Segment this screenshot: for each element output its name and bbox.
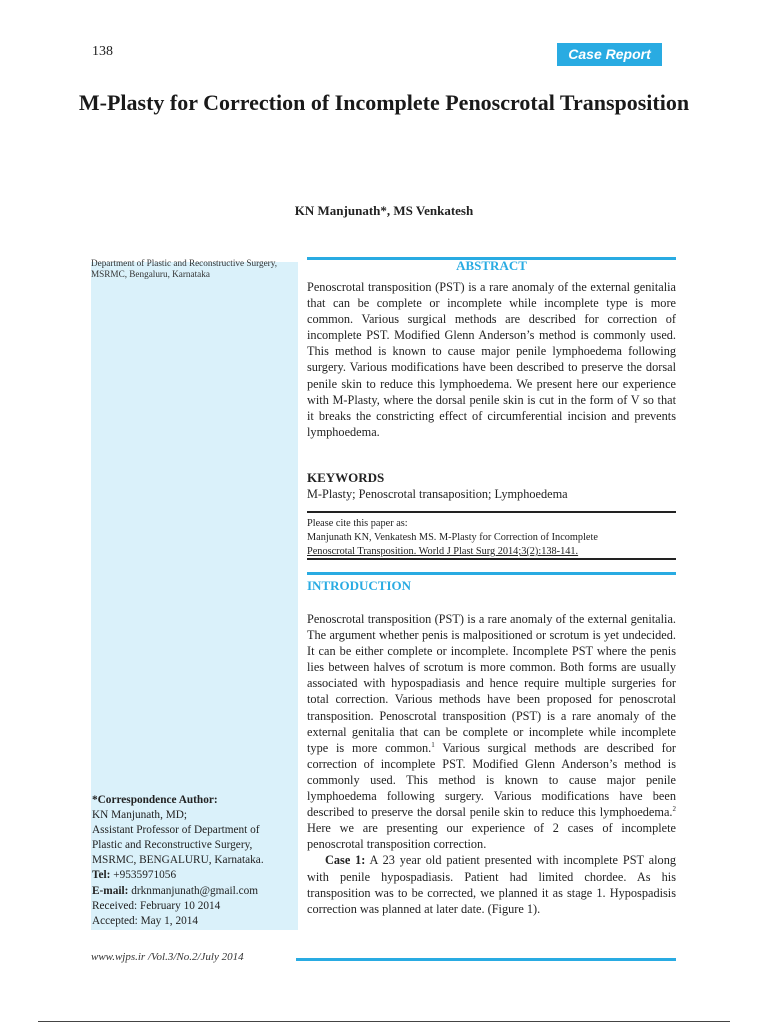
citation-bottom-rule	[307, 558, 676, 560]
received-date: Received: February 10 2014	[92, 899, 221, 912]
keywords-text: M-Plasty; Penoscrotal transaposition; Lymphoedema	[307, 487, 568, 501]
paragraph-text: Various surgical methods are described for correction of incomplete PST. Modified Glenn Anderson’s method is commonly used. This method is known to cause major penile lymphoedema following surgery. Various modifications have been described to preserve the dorsal penile skin to reduce this lymphoedema.	[307, 740, 676, 820]
footer-rule	[296, 958, 676, 961]
page-bottom-rule	[38, 1021, 730, 1022]
email-link[interactable]: drknmanjunath@gmail.com	[128, 884, 259, 897]
article-title: M-Plasty for Correction of Incomplete Penoscrotal Transposition	[78, 90, 690, 115]
citation-block	[307, 517, 676, 559]
introduction-text	[307, 611, 676, 917]
citation-reference: Penoscrotal Transposition. World J Plast Surg 2014;3(2):138-141.	[307, 546, 579, 557]
keywords-heading: KEYWORDS	[307, 470, 385, 485]
correspondence-position: MSRMC, BENGALURU, Karnataka.	[92, 854, 264, 867]
correspondence-block	[92, 793, 298, 929]
author-list: KN Manjunath*, MS Venkatesh	[294, 203, 474, 218]
abstract-text: Penoscrotal transposition (PST) is a rare anomaly of the external genitalia that can be complete or incomplete while incomplete type is more common. Various surgical methods are described for correction of incomplete PST. Modified Glenn Anderson’s method is commonly used. This method is known to cause major penile lymphoedema following surgery. Various modifications have been described to preserve the dorsal penile skin to reduce this lymphoedema. We present here our experience with M-Plasty, where the dorsal penile skin is cut in the form of V so that it breaks the constricting effect of circumferential incision and prevents lymphoedema.	[307, 280, 676, 439]
correspondence-position: Plastic and Reconstructive Surgery,	[92, 839, 253, 852]
accepted-date: Accepted: May 1, 2014	[92, 914, 199, 927]
correspondence-email	[92, 884, 298, 899]
introduction-paragraph	[307, 611, 676, 852]
citation-top-rule	[307, 511, 676, 513]
case-label: Case 1:	[325, 853, 366, 868]
phone-label: Tel:	[92, 869, 111, 882]
article-type-badge: Case Report	[557, 43, 662, 66]
correspondence-position: Assistant Professor of Department of	[92, 824, 260, 837]
paragraph-text: Penoscrotal transposition (PST) is a rare anomaly of the external genitalia. The argument whether penis is malpositioned or scrotum is yet undecided. It can be either complete or incomplete. Incomplete PST where the penis lies between halves of scrotum is more common. Both forms are usually associated with hypospadiasis and hence require multiple surgeries for total correction. Various methods have been proposed for penoscrotal transposition. Penoscrotal transposition (PST) is a rare anomaly of the external genitalia that can be complete or incomplete while incomplete type is more common.	[307, 612, 676, 755]
paragraph-text: Here we are presenting our experience of 2 cases of incomplete penoscrotal transposition correction.	[307, 821, 676, 852]
citation-text: Manjunath KN, Venkatesh MS. M-Plasty for Correction of Incomplete	[307, 532, 598, 543]
email-label: E-mail:	[92, 884, 129, 897]
correspondence-name: KN Manjunath, MD;	[92, 809, 188, 822]
journal-footer: www.wjps.ir /Vol.3/No.2/July 2014	[91, 951, 244, 963]
reference-marker[interactable]: 1	[431, 740, 435, 749]
correspondence-phone	[92, 868, 298, 883]
page-number: 138	[92, 44, 113, 59]
introduction-heading: INTRODUCTION	[307, 578, 412, 593]
citation-label: Please cite this paper as:	[307, 518, 408, 529]
case-paragraph	[307, 852, 676, 916]
reference-marker[interactable]: 2	[672, 805, 676, 814]
case-text: A 23 year old patient presented with incomplete PST along with penile hypospadiasis. Patient had limited chordee. As his transposition was to be corrected, we planned it as stage 1. Hypospadisis correction was planned at later date. (Figure 1).	[307, 853, 676, 916]
correspondence-heading: *Correspondence Author:	[92, 794, 218, 806]
affiliation: Department of Plastic and Reconstructive Surgery, MSRMC, Bengaluru, Karnataka	[91, 258, 277, 279]
introduction-top-rule	[307, 572, 676, 575]
abstract-heading: ABSTRACT	[456, 258, 527, 273]
phone-value: +9535971056	[110, 869, 177, 882]
